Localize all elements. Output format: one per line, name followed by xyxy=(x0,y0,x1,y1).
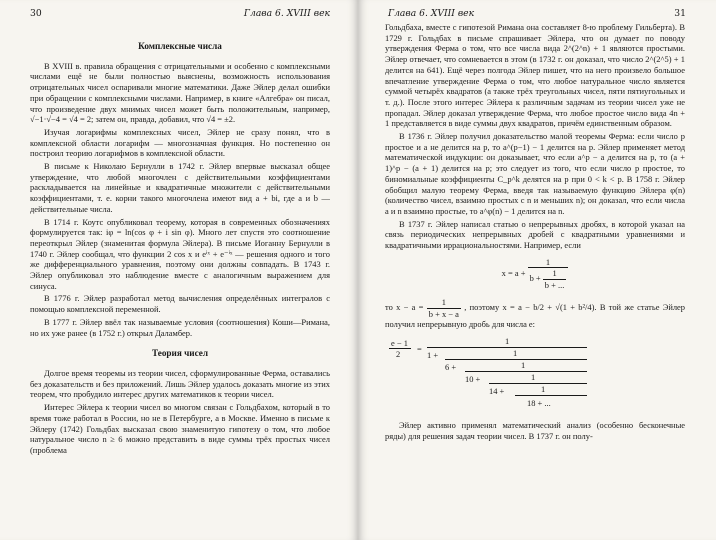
paragraph: В письме к Николаю Бернулли в 1742 г. Эйлер впервые высказал общее утверждение, что любой многочлен с действительными коэффициентами раскладывается на линейные и квадратичные множители с действительными коэффициентами, т. е. корни такого многочлена имеют вид a + bi, где a и b — действительные числа. xyxy=(30,161,330,214)
continued-fraction-e: e − 1 2 = 1 1 + 1 6 + 1 10 + 1 14 + 1 18 + ... xyxy=(385,336,685,414)
page-number: 31 xyxy=(674,8,686,19)
paragraph: В XVIII в. правила обращения с отрицательными и особенно с комплексными числами ещё не были полностью выяснены, возможность использования отрицательных чисел оспаривали многие математики. Даже Эйлер делал ошибки при обращении с комплексными числами. Например, в книге «Алгебра» он писал, что произведение двух мнимых чисел может быть положительным, например, √−1·√−4 = √4 = 2; затем он, правда, добавил, что √4 = ±2. xyxy=(30,60,330,125)
paragraph: В 1777 г. Эйлер ввёл так называемые условия (соотношения) Коши—Римана, но их уже ранее (в 1752 г.) открыл Даламбер. xyxy=(30,316,330,338)
paragraph: В 1776 г. Эйлер разработал метод вычисления определённых интегралов с помощью комплексной переменной. xyxy=(30,293,330,315)
paragraph: Интерес Эйлера к теории чисел во многом связан с Гольдбахом, который в то время тоже работал в России, но не в Петербурге, а в Москве. Именно в письме к Эйлеру (1742) Гольдбах высказал свою знаменитую гипотезу о том, что любое натуральное число n ≥ 6 можно представить в виде суммы трёх простых чисел (проблема xyxy=(30,402,330,455)
fraction-relation-formula: то x − a = $\frac{1}{b + x - a}$ , поэтому x = a − b/2 + √(1 + b²/4). В той же статье Эйлер получил непрерывную дробь для числа e: xyxy=(385,296,686,330)
right-page-text xyxy=(385,22,685,441)
running-head: Глава 6. XVIII век xyxy=(388,8,475,19)
paragraph: В 1714 г. Коутс опубликовал теорему, которая в современных обозначениях формулируется так: iφ = ln(cos φ + i sin φ). Много лет спустя это соотношение переоткрыл Эйлер (знаменитая формула Эйлера). В письме Иоганну Бернулли в 1740 г. Эйлер сообщал, что функции 2 cos x и eⁱˣ + e⁻ⁱˣ — решения одного и того же дифференциального уравнения, поэтому они должны совпадать. В 1743 г. Эйлер опубликовал это наблюдение вместе с аналогичным выражением для синуса. xyxy=(30,216,330,291)
left-page-text xyxy=(30,38,330,456)
paragraph: Гольдбаха, вместе с гипотезой Римана она составляет 8-ю проблему Гильберта). В 1729 г. Гольдбах в письме спрашивает Эйлера, что он думает по поводу утверждения Ферма о том, что все числа вида 2^(2^n) + 1 являются простыми. Эйлер отвечает, что сомневается в этом (в 1732 г. он доказал, что число 2^(2^5) + 1 делится на 641). Ещё через полгода Эйлер пишет, что на него произвело большое впечатление утверждение Ферма о том, что любое натуральное число является суммой четырёх квадратов (а также трёх треугольных чисел, пяти пятиугольных и т. д.). После этого интерес Эйлера к различным задачам из теории чисел уже не пропадал. Эйлер доказал утверждение Ферма, что любое простое число вида 4n + 1 представляется в виде суммы двух квадратов, причём единственным образом. xyxy=(385,22,685,129)
paragraph: В 1737 г. Эйлер написал статью о непрерывных дробях, в которой указал на связь периодических непрерывных дробей с квадратными уравнениями и квадратичными иррациональностями. Например, если xyxy=(385,218,685,251)
paragraph: Эйлер активно применял математический анализ (особенно бесконечные ряды) для решения задач теории чисел. В 1737 г. он полу- xyxy=(385,419,685,441)
section-title: Комплексные числа xyxy=(138,41,222,51)
paragraph: Изучая логарифмы комплексных чисел, Эйлер не сразу понял, что в комплексной области логарифм — многозначная функция. Но постепенно он построил теорию логарифмов в комплексной области. xyxy=(30,126,330,159)
continued-fraction-formula: x = a + 1 b + $\frac{1}{b + ...}$ xyxy=(385,257,685,291)
right-page xyxy=(358,0,716,540)
running-head: Глава 6. XVIII век xyxy=(243,8,330,19)
paragraph: В 1736 г. Эйлер получил доказательство малой теоремы Ферма: если число p простое и a не делится на p, то a^(p−1) − 1 делится на p. Эйлер применяет метод математической индукции: он доказывает, что если a^p − a делится на p, то (a + 1)^p − (a + 1) делится на p; это следует из того, что если число p простое, то биномиальные коэффициенты C_p^k делятся на p при 0 < k < p. В 1758 г. Эйлер обобщил малую теорему Ферма, введя так называемую функцию Эйлера φ(n) (количество чисел, взаимно простых с n и меньших n); он доказал, что если числа a и n взаимно простые, то a^φ(n) − 1 делится на n. xyxy=(385,131,685,216)
page-number: 30 xyxy=(30,8,42,19)
section-title: Теория чисел xyxy=(151,348,209,359)
paragraph: Долгое время теоремы из теории чисел, сформулированные Ферма, оставались без доказательств и без приложений. Лишь Эйлер удалось доказать многие из этих теорем, что пробудило интерес других математиков к теории чисел. xyxy=(30,367,330,400)
